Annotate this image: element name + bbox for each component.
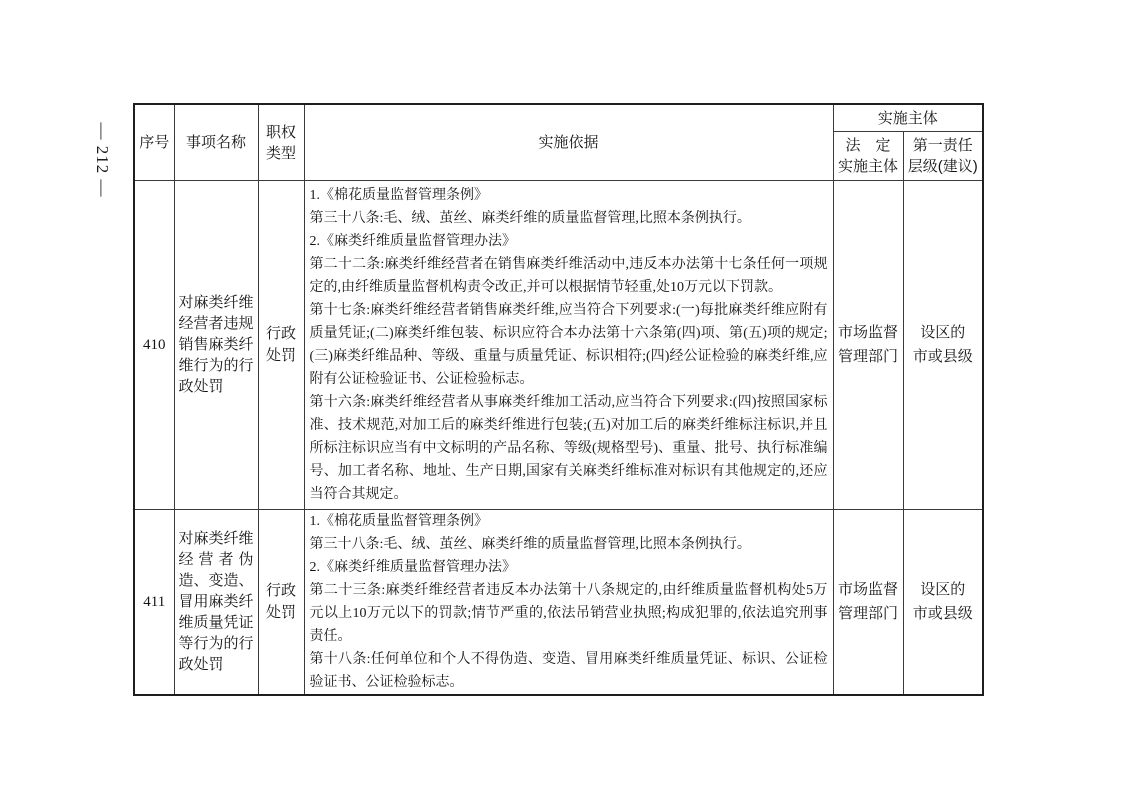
cell-basis <box>304 181 833 510</box>
column-header-basis: 实施依据 <box>304 104 833 181</box>
cell-power-type: 行政处罚 <box>258 181 304 510</box>
basis-paragraph: 第二十三条:麻类纤维经营者违反本办法第十八条规定的,由纤维质量监督机构处5万元以上10万元以下的罚款;情节严重的,依法吊销营业执照;构成犯罪的,依法追究刑事责任。 <box>309 583 828 644</box>
cell-legal-subject: 市场监督 管理部门 <box>833 181 903 510</box>
basis-paragraph: 1.《棉花质量监督管理条例》 <box>309 514 488 529</box>
cell-seq: 411 <box>134 510 174 696</box>
basis-paragraph: 第三十八条:毛、绒、茧丝、麻类纤维的质量监督管理,比照本条例执行。 <box>309 537 751 552</box>
column-header-item-name: 事项名称 <box>174 104 258 181</box>
column-header-subject-group: 实施主体 <box>833 104 983 132</box>
cell-responsibility-level: 设区的 市或县级 <box>903 181 983 510</box>
cell-seq: 410 <box>134 181 174 510</box>
header-row-1 <box>134 104 983 132</box>
regulation-table <box>133 103 984 696</box>
page-number: — 212 — <box>93 122 112 198</box>
cell-responsibility-level: 设区的 市或县级 <box>903 510 983 696</box>
table-row-411 <box>134 510 983 696</box>
basis-paragraph: 2.《麻类纤维质量监督管理办法》 <box>309 560 516 575</box>
basis-paragraph: 第十七条:麻类纤维经营者销售麻类纤维,应当符合下列要求:(一)每批麻类纤维应附有质量凭证;(二)麻类纤维包装、标识应符合本办法第十六条第(四)项、第(五)项的规定;(三)麻类纤维品种、等级、重量与质量凭证、标识相符;(四)经公证检验的麻类纤维,应附有公证检验证书、公证检验标志。 <box>309 303 828 387</box>
basis-paragraph: 第十六条:麻类纤维经营者从事麻类纤维加工活动,应当符合下列要求:(四)按照国家标准、技术规范,对加工后的麻类纤维进行包装;(五)对加工后的麻类纤维标注标识,并且所标注标识应当有中文标明的产品名称、等级(规格型号)、重量、批号、执行标准编号、加工者名称、地址、生产日期,国家有关麻类纤维标准对标识有其他规定的,还应当符合其规定。 <box>309 395 828 502</box>
cell-item-name: 对麻类纤维经营者违规销售麻类纤维行为的行政处罚 <box>174 181 258 510</box>
basis-paragraph: 第十八条:任何单位和个人不得伪造、变造、冒用麻类纤维质量凭证、标识、公证检验证书、公证检验标志。 <box>309 652 828 690</box>
cell-item-name: 对麻类纤维经营者伪造、变造、冒用麻类纤维质量凭证等行为的行政处罚 <box>174 510 258 696</box>
table-row-410 <box>134 181 983 510</box>
basis-paragraph: 2.《麻类纤维质量监督管理办法》 <box>309 234 516 249</box>
cell-power-type: 行政处罚 <box>258 510 304 696</box>
basis-paragraph: 第三十八条:毛、绒、茧丝、麻类纤维的质量监督管理,比照本条例执行。 <box>309 211 751 226</box>
column-header-legal-subject: 法 定 实施主体 <box>833 132 903 181</box>
column-header-responsibility-level: 第一责任 层级(建议) <box>903 132 983 181</box>
cell-legal-subject: 市场监督 管理部门 <box>833 510 903 696</box>
cell-basis <box>304 510 833 696</box>
column-header-power-type: 职权 类型 <box>258 104 304 181</box>
basis-paragraph: 第二十二条:麻类纤维经营者在销售麻类纤维活动中,违反本办法第十七条任何一项规定的,由纤维质量监督机构责令改正,并可以根据情节轻重,处10万元以下罚款。 <box>309 257 828 295</box>
basis-paragraph: 1.《棉花质量监督管理条例》 <box>309 188 488 203</box>
column-header-seq: 序号 <box>134 104 174 181</box>
